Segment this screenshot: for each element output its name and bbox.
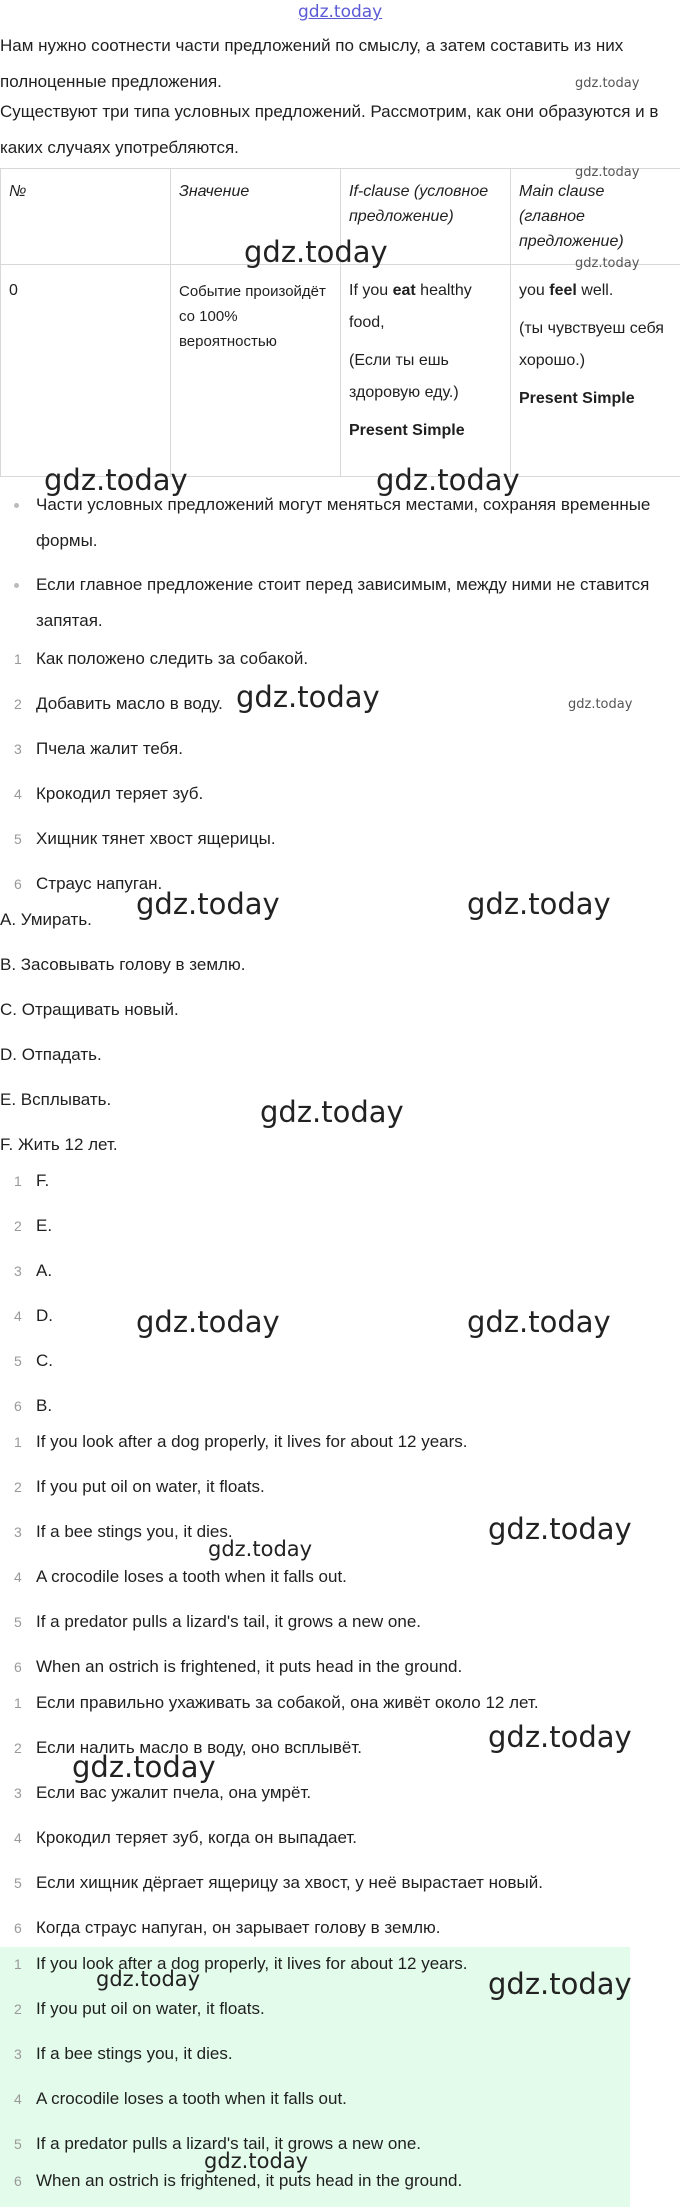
table-header-num: № <box>1 169 171 265</box>
option-item: E. Всплывать. <box>0 1090 112 1109</box>
answer-item: 5 If a predator pulls a lizard's tail, it grows a new one. <box>14 2134 421 2153</box>
main-clause-translation: (ты чувствуеш себя хорошо.) <box>519 320 664 369</box>
list-item: 1 F. <box>14 1171 50 1190</box>
table-header-meaning: Значение <box>171 169 341 265</box>
list-item: 1 Как положено следить за собакой. <box>14 649 309 668</box>
note-item: Если главное предложение стоит перед зависимым, между ними не ставится запятая. <box>14 567 664 639</box>
list-item: 5 Хищник тянет хвост ящерицы. <box>14 829 276 848</box>
answer-item: 1 If you look after a dog properly, it lives for about 12 years. <box>14 1954 468 1973</box>
watermark: gdz.today <box>136 1305 280 1339</box>
list-item: 4 Крокодил теряет зуб. <box>14 784 204 803</box>
watermark: gdz.today <box>467 1305 611 1339</box>
option-item: B. Засовывать голову в землю. <box>0 955 246 974</box>
list-item: 2 E. <box>14 1216 53 1235</box>
main-clause-tense: Present Simple <box>519 390 635 407</box>
watermark: gdz.today <box>136 887 280 921</box>
conditional-types-table <box>0 168 680 477</box>
list-item: 1 Если правильно ухаживать за собакой, она живёт около 12 лет. <box>14 1693 539 1712</box>
watermark: gdz.today <box>244 235 388 269</box>
list-item: 3 If a bee stings you, it dies. <box>14 1522 233 1541</box>
watermark: gdz.today <box>575 76 640 91</box>
table-cell-if-clause <box>341 265 511 477</box>
table-cell-num: 0 <box>1 265 171 477</box>
watermark: gdz.today <box>236 680 380 714</box>
list-item: 6 B. <box>14 1396 53 1415</box>
note-item: Части условных предложений могут меняться местами, сохраняя временные формы. <box>14 487 664 559</box>
watermark: gdz.today <box>575 256 640 271</box>
watermark: gdz.today <box>376 463 520 497</box>
watermark: gdz.today <box>44 463 188 497</box>
watermark: gdz.today <box>72 1750 216 1784</box>
if-clause-tense: Present Simple <box>349 422 465 439</box>
answer-item: 3 If a bee stings you, it dies. <box>14 2044 233 2063</box>
watermark: gdz.today <box>488 1512 632 1546</box>
watermark: gdz.today <box>568 697 633 712</box>
intro-paragraph-2: Существуют три типа условных предложений. Рассмотрим, как они образуются и в каких случаях употребляются. <box>0 102 659 157</box>
list-item: 2 Если налить масло в воду, оно всплывёт. <box>14 1738 362 1757</box>
table-cell-meaning: Событие произойдёт со 100% вероятностью <box>171 265 341 477</box>
answer-item: 6 When an ostrich is frightened, it puts head in the ground. <box>14 2171 463 2190</box>
answer-item: 2 If you put oil on water, it floats. <box>14 1999 265 2018</box>
table-header-if-clause: If-clause (условное предложение) <box>341 169 511 265</box>
list-item: 6 When an ostrich is frightened, it puts head in the ground. <box>14 1657 463 1676</box>
watermark: gdz.today <box>488 1967 632 2001</box>
watermark: gdz.today <box>575 165 640 180</box>
answer-item: 4 A crocodile loses a tooth when it falls out. <box>14 2089 347 2108</box>
list-item: 6 Страус напуган. <box>14 874 163 893</box>
table-header-main-clause: Main clause (главное предложение) <box>511 169 680 265</box>
watermark: gdz.today <box>488 1720 632 1754</box>
watermark: gdz.today <box>204 2149 309 2173</box>
option-item: D. Отпадать. <box>0 1045 102 1064</box>
option-item: C. Отращивать новый. <box>0 1000 179 1019</box>
list-item: 3 A. <box>14 1261 53 1280</box>
list-item: 2 If you put oil on water, it floats. <box>14 1477 265 1496</box>
watermark: gdz.today <box>467 887 611 921</box>
list-item: 4 A crocodile loses a tooth when it falls out. <box>14 1567 347 1586</box>
list-item: 4 D. <box>14 1306 53 1325</box>
if-clause-translation: (Если ты ешь здоровую еду.) <box>349 352 459 401</box>
option-item: A. Умирать. <box>0 910 92 929</box>
if-clause-example: If you eat healthy food, <box>349 282 472 331</box>
table-row <box>1 265 680 477</box>
list-item: 3 Если вас ужалит пчела, она умрёт. <box>14 1783 312 1802</box>
list-item: 4 Крокодил теряет зуб, когда он выпадает. <box>14 1828 357 1847</box>
list-item: 1 If you look after a dog properly, it lives for about 12 years. <box>14 1432 468 1451</box>
list-item: 3 Пчела жалит тебя. <box>14 739 183 758</box>
table-cell-main-clause <box>511 265 680 477</box>
site-logo[interactable]: gdz.today <box>298 2 383 22</box>
list-item: 6 Когда страус напуган, он зарывает голову в землю. <box>14 1918 441 1937</box>
watermark: gdz.today <box>260 1095 404 1129</box>
list-item: 5 C. <box>14 1351 53 1370</box>
option-item: F. Жить 12 лет. <box>0 1135 118 1154</box>
list-item: 2 Добавить масло в воду. <box>14 694 223 713</box>
watermark: gdz.today <box>96 1967 201 1991</box>
list-item: 5 Если хищник дёргает ящерицу за хвост, у неё вырастает новый. <box>14 1873 543 1892</box>
intro-paragraph-1: Нам нужно соотнести части предложений по смыслу, а затем составить из них полноценные предложения. <box>0 36 624 91</box>
main-clause-example: you feel well. <box>519 282 614 299</box>
list-item: 5 If a predator pulls a lizard's tail, it grows a new one. <box>14 1612 421 1631</box>
watermark: gdz.today <box>208 1537 313 1561</box>
table-header-row <box>1 169 680 265</box>
